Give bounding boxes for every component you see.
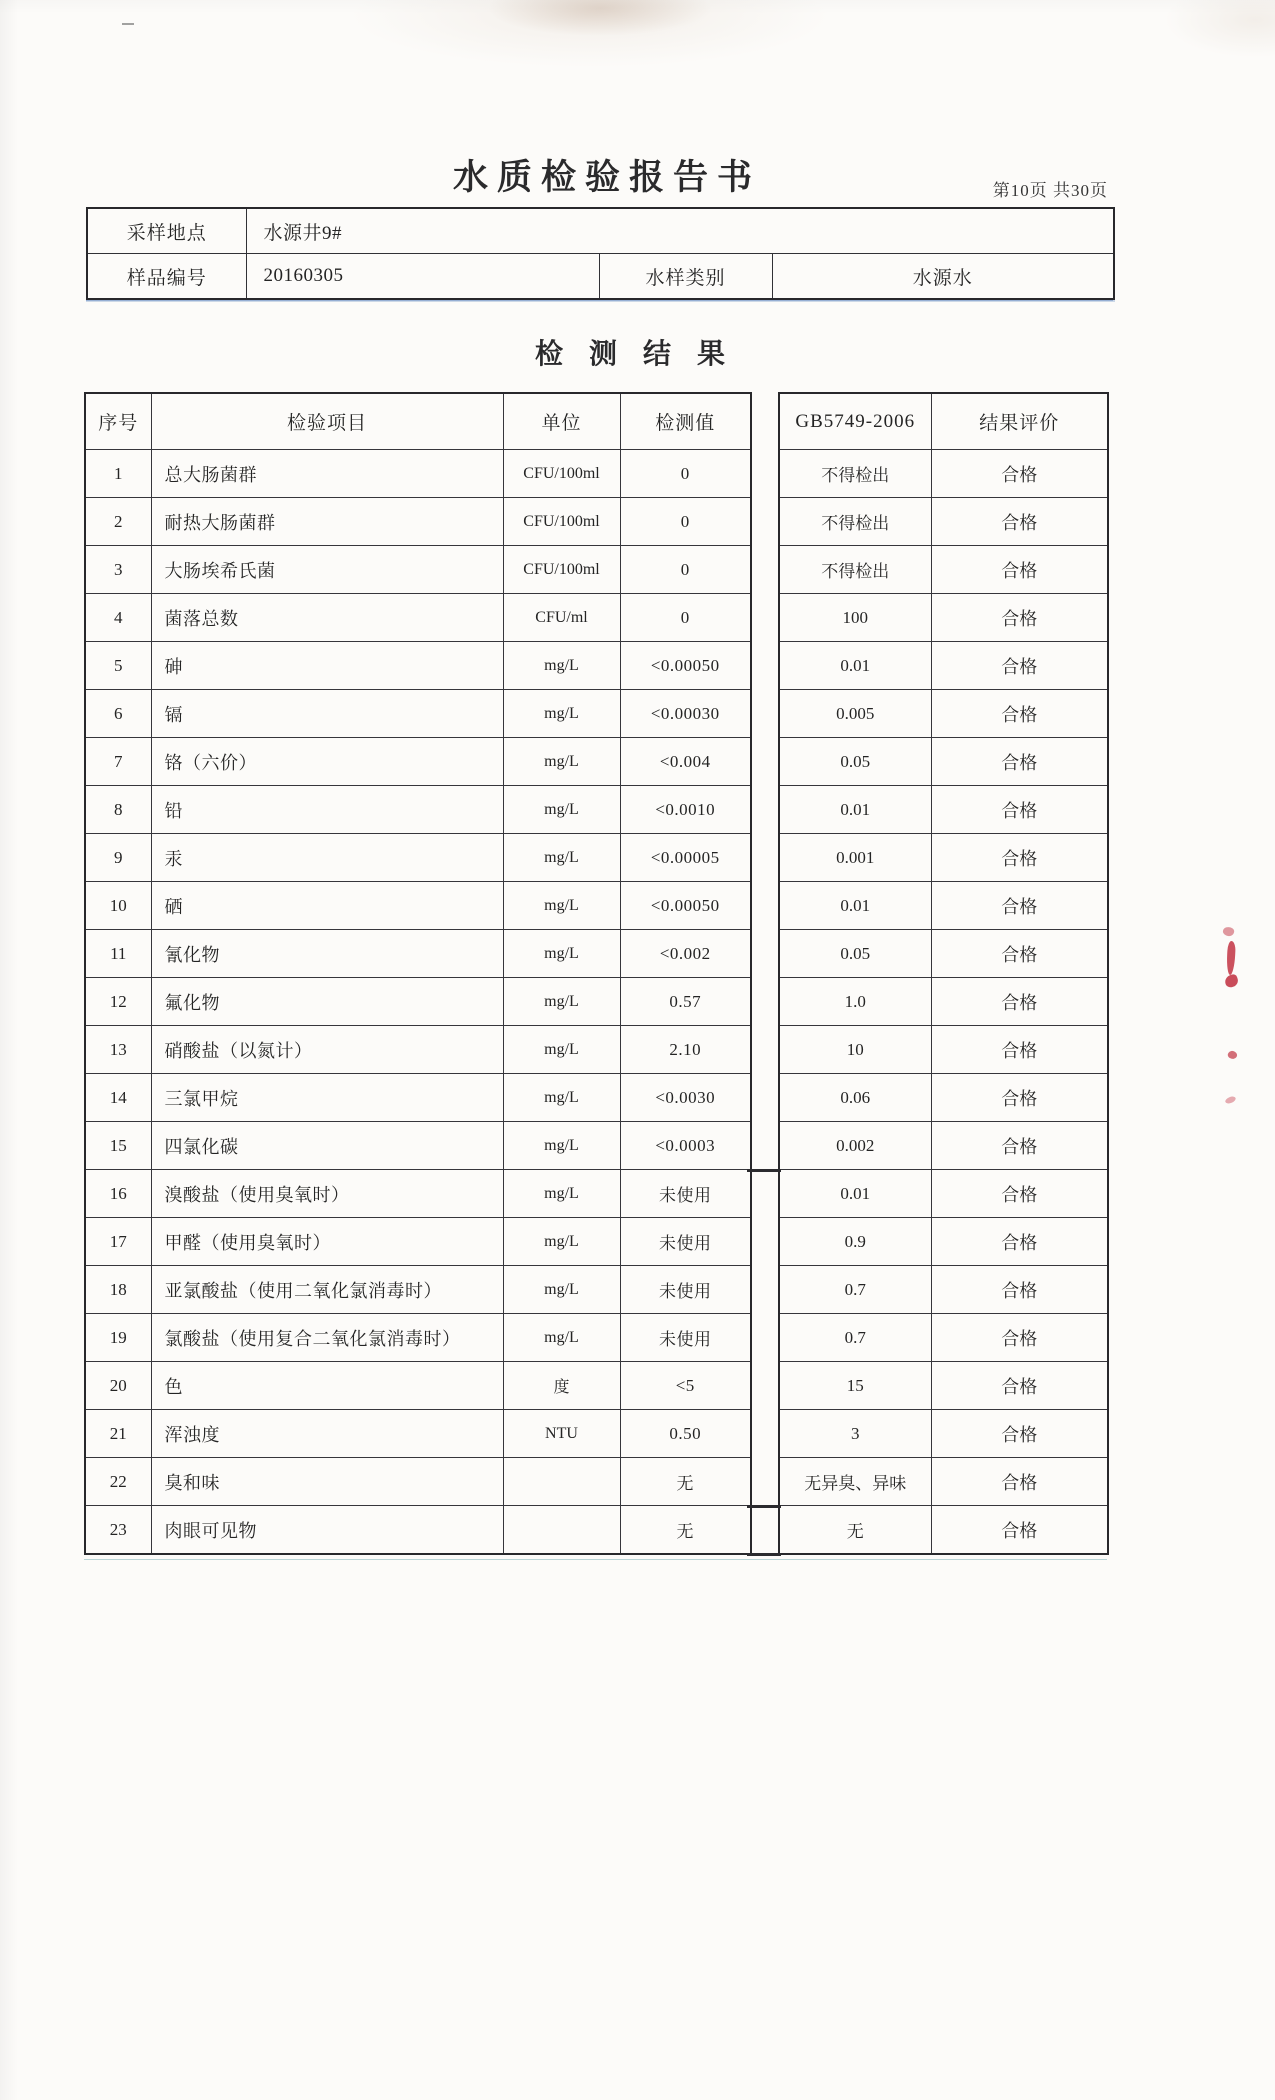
cell-value: <0.00005	[620, 834, 751, 882]
cell-value: 未使用	[620, 1314, 751, 1362]
cell-value: 2.10	[620, 1026, 751, 1074]
cell-unit: 度	[503, 1362, 620, 1410]
results-table-right	[778, 392, 1109, 1555]
table-gap-line	[747, 1505, 781, 1508]
cell-value: 未使用	[620, 1266, 751, 1314]
cell-item: 大肠埃希氏菌	[151, 546, 503, 594]
table-row	[779, 1506, 1108, 1555]
cell-item: 氰化物	[151, 930, 503, 978]
cell-standard: 0.01	[779, 786, 931, 834]
results-right-body	[779, 450, 1108, 1555]
table-row	[779, 1218, 1108, 1266]
cell-value: <0.0010	[620, 786, 751, 834]
cell-no: 22	[85, 1458, 151, 1506]
cell-item: 铅	[151, 786, 503, 834]
cell-unit: CFU/100ml	[503, 498, 620, 546]
cell-standard: 0.7	[779, 1266, 931, 1314]
cell-item: 镉	[151, 690, 503, 738]
column-header-evaluation: 结果评价	[931, 393, 1108, 450]
cell-no: 15	[85, 1122, 151, 1170]
scan-fringe-line	[84, 1559, 1107, 1560]
table-row	[87, 254, 1114, 300]
cell-unit: mg/L	[503, 1170, 620, 1218]
table-gap-line	[747, 1553, 781, 1556]
cell-item: 硒	[151, 882, 503, 930]
cell-unit: mg/L	[503, 1314, 620, 1362]
cell-unit: mg/L	[503, 1074, 620, 1122]
table-row	[85, 738, 751, 786]
table-row	[779, 450, 1108, 498]
cell-no: 20	[85, 1362, 151, 1410]
table-row	[779, 498, 1108, 546]
table-row	[779, 1170, 1108, 1218]
cell-standard: 0.01	[779, 882, 931, 930]
cell-value: <0.002	[620, 930, 751, 978]
column-header-value: 检测值	[620, 393, 751, 450]
cell-evaluation: 合格	[931, 930, 1108, 978]
cell-evaluation: 合格	[931, 1074, 1108, 1122]
table-row	[85, 1266, 751, 1314]
cell-evaluation: 合格	[931, 786, 1108, 834]
cell-value: 0	[620, 546, 751, 594]
cell-no: 13	[85, 1026, 151, 1074]
cell-item: 铬（六价）	[151, 738, 503, 786]
scan-fringe-line	[86, 300, 1113, 301]
table-row	[85, 1218, 751, 1266]
cell-unit: mg/L	[503, 642, 620, 690]
cell-value: <5	[620, 1362, 751, 1410]
section-title: 检测结果	[534, 339, 751, 370]
cell-unit: mg/L	[503, 690, 620, 738]
table-row	[779, 834, 1108, 882]
page-indicator: 第10页 共30页	[992, 181, 1108, 200]
table-header-row	[779, 393, 1108, 450]
column-header-unit: 单位	[503, 393, 620, 450]
pencil-mark	[122, 23, 134, 25]
cell-evaluation: 合格	[931, 642, 1108, 690]
cell-item: 汞	[151, 834, 503, 882]
cell-unit: mg/L	[503, 738, 620, 786]
cell-no: 23	[85, 1506, 151, 1555]
cell-unit: mg/L	[503, 834, 620, 882]
cell-evaluation: 合格	[931, 1266, 1108, 1314]
cell-evaluation: 合格	[931, 1122, 1108, 1170]
cell-standard: 0.01	[779, 642, 931, 690]
cell-value: <0.00030	[620, 690, 751, 738]
table-row	[85, 1026, 751, 1074]
cell-standard: 不得检出	[779, 498, 931, 546]
cell-unit: mg/L	[503, 1218, 620, 1266]
cell-evaluation: 合格	[931, 450, 1108, 498]
cell-value: 未使用	[620, 1170, 751, 1218]
table-row	[779, 1026, 1108, 1074]
cell-evaluation: 合格	[931, 1218, 1108, 1266]
cell-standard: 0.001	[779, 834, 931, 882]
cell-standard: 无	[779, 1506, 931, 1555]
table-row	[85, 1074, 751, 1122]
cell-standard: 1.0	[779, 978, 931, 1026]
sample-type-label: 水样类别	[599, 254, 772, 300]
table-row	[85, 642, 751, 690]
table-row	[779, 546, 1108, 594]
cell-evaluation: 合格	[931, 1410, 1108, 1458]
cell-value: 无	[620, 1458, 751, 1506]
cell-no: 2	[85, 498, 151, 546]
sample-info-table	[86, 207, 1115, 300]
cell-evaluation: 合格	[931, 738, 1108, 786]
cell-item: 色	[151, 1362, 503, 1410]
table-gap-line	[747, 1169, 781, 1172]
cell-no: 18	[85, 1266, 151, 1314]
cell-no: 12	[85, 978, 151, 1026]
cell-value: <0.0003	[620, 1122, 751, 1170]
cell-no: 8	[85, 786, 151, 834]
table-row	[779, 642, 1108, 690]
table-row	[85, 786, 751, 834]
cell-evaluation: 合格	[931, 1362, 1108, 1410]
cell-no: 4	[85, 594, 151, 642]
cell-standard: 3	[779, 1410, 931, 1458]
cell-standard: 0.9	[779, 1218, 931, 1266]
cell-standard: 0.01	[779, 1170, 931, 1218]
cell-no: 16	[85, 1170, 151, 1218]
table-row	[779, 882, 1108, 930]
table-row	[85, 882, 751, 930]
cell-standard: 10	[779, 1026, 931, 1074]
cell-item: 氯酸盐（使用复合二氧化氯消毒时）	[151, 1314, 503, 1362]
column-header-item: 检验项目	[151, 393, 503, 450]
cell-value: 无	[620, 1506, 751, 1555]
cell-unit: mg/L	[503, 930, 620, 978]
table-row	[85, 498, 751, 546]
table-row	[779, 930, 1108, 978]
cell-standard: 0.005	[779, 690, 931, 738]
cell-value: 未使用	[620, 1218, 751, 1266]
cell-item: 氟化物	[151, 978, 503, 1026]
cell-no: 19	[85, 1314, 151, 1362]
cell-no: 5	[85, 642, 151, 690]
cell-item: 总大肠菌群	[151, 450, 503, 498]
table-row	[85, 978, 751, 1026]
results-table-left	[84, 392, 752, 1555]
cell-evaluation: 合格	[931, 546, 1108, 594]
cell-unit: mg/L	[503, 1266, 620, 1314]
cell-item: 溴酸盐（使用臭氧时）	[151, 1170, 503, 1218]
table-row	[779, 690, 1108, 738]
table-row	[85, 1170, 751, 1218]
table-row	[779, 786, 1108, 834]
cell-unit	[503, 1458, 620, 1506]
cell-standard: 0.06	[779, 1074, 931, 1122]
cell-item: 菌落总数	[151, 594, 503, 642]
cell-no: 11	[85, 930, 151, 978]
table-row	[85, 1362, 751, 1410]
cell-evaluation: 合格	[931, 594, 1108, 642]
results-left-body	[85, 450, 751, 1555]
table-row	[85, 690, 751, 738]
cell-value: <0.0030	[620, 1074, 751, 1122]
cell-standard: 0.05	[779, 930, 931, 978]
cell-standard: 0.7	[779, 1314, 931, 1362]
cell-unit: NTU	[503, 1410, 620, 1458]
table-row	[779, 594, 1108, 642]
cell-value: 0	[620, 594, 751, 642]
cell-standard: 0.002	[779, 1122, 931, 1170]
cell-item: 硝酸盐（以氮计）	[151, 1026, 503, 1074]
cell-no: 3	[85, 546, 151, 594]
cell-evaluation: 合格	[931, 1458, 1108, 1506]
table-row	[85, 594, 751, 642]
cell-unit: CFU/ml	[503, 594, 620, 642]
cell-evaluation: 合格	[931, 834, 1108, 882]
sample-type-value: 水源水	[772, 254, 1114, 300]
cell-evaluation: 合格	[931, 1314, 1108, 1362]
cell-no: 7	[85, 738, 151, 786]
cell-evaluation: 合格	[931, 1506, 1108, 1555]
cell-no: 17	[85, 1218, 151, 1266]
red-ink-mark	[1224, 1095, 1236, 1105]
table-row	[779, 1122, 1108, 1170]
table-row	[85, 546, 751, 594]
cell-evaluation: 合格	[931, 978, 1108, 1026]
cell-value: 0.57	[620, 978, 751, 1026]
table-row	[85, 1314, 751, 1362]
table-row	[779, 1074, 1108, 1122]
red-ink-mark	[1226, 941, 1236, 975]
cell-standard: 100	[779, 594, 931, 642]
sampling-location-label: 采样地点	[87, 208, 246, 254]
cell-standard: 15	[779, 1362, 931, 1410]
cell-no: 9	[85, 834, 151, 882]
cell-no: 21	[85, 1410, 151, 1458]
red-ink-mark	[1223, 973, 1239, 988]
cell-standard: 无异臭、异味	[779, 1458, 931, 1506]
table-row	[85, 1410, 751, 1458]
column-header-no: 序号	[85, 393, 151, 450]
table-row	[779, 1362, 1108, 1410]
table-header-row	[85, 393, 751, 450]
table-row	[779, 738, 1108, 786]
sampling-location-value: 水源井9#	[246, 208, 1114, 254]
cell-item: 亚氯酸盐（使用二氧化氯消毒时）	[151, 1266, 503, 1314]
cell-value: <0.00050	[620, 882, 751, 930]
column-header-standard: GB5749-2006	[779, 393, 931, 450]
cell-item: 砷	[151, 642, 503, 690]
red-ink-mark	[1222, 925, 1235, 937]
cell-unit: mg/L	[503, 1026, 620, 1074]
cell-value: 0.50	[620, 1410, 751, 1458]
cell-evaluation: 合格	[931, 1026, 1108, 1074]
cell-no: 14	[85, 1074, 151, 1122]
cell-item: 四氯化碳	[151, 1122, 503, 1170]
red-ink-mark	[1227, 1049, 1239, 1061]
cell-standard: 不得检出	[779, 450, 931, 498]
cell-item: 肉眼可见物	[151, 1506, 503, 1555]
sample-number-label: 样品编号	[87, 254, 246, 300]
table-row	[85, 1458, 751, 1506]
cell-item: 三氯甲烷	[151, 1074, 503, 1122]
cell-unit: CFU/100ml	[503, 546, 620, 594]
cell-no: 6	[85, 690, 151, 738]
table-row	[85, 450, 751, 498]
table-row	[779, 1458, 1108, 1506]
cell-value: <0.00050	[620, 642, 751, 690]
cell-value: <0.004	[620, 738, 751, 786]
cell-unit: mg/L	[503, 882, 620, 930]
table-row	[85, 1506, 751, 1555]
table-row	[85, 930, 751, 978]
table-row	[87, 208, 1114, 254]
cell-unit: mg/L	[503, 786, 620, 834]
cell-evaluation: 合格	[931, 882, 1108, 930]
table-row	[779, 1410, 1108, 1458]
cell-standard: 不得检出	[779, 546, 931, 594]
cell-unit: CFU/100ml	[503, 450, 620, 498]
cell-unit: mg/L	[503, 1122, 620, 1170]
table-row	[85, 834, 751, 882]
cell-standard: 0.05	[779, 738, 931, 786]
cell-evaluation: 合格	[931, 498, 1108, 546]
cell-item: 浑浊度	[151, 1410, 503, 1458]
table-row	[779, 1266, 1108, 1314]
cell-evaluation: 合格	[931, 1170, 1108, 1218]
cell-unit: mg/L	[503, 978, 620, 1026]
sample-number-value: 20160305	[246, 254, 599, 300]
cell-item: 耐热大肠菌群	[151, 498, 503, 546]
cell-item: 甲醛（使用臭氧时）	[151, 1218, 503, 1266]
cell-no: 10	[85, 882, 151, 930]
cell-evaluation: 合格	[931, 690, 1108, 738]
cell-item: 臭和味	[151, 1458, 503, 1506]
cell-value: 0	[620, 450, 751, 498]
table-row	[85, 1122, 751, 1170]
table-row	[779, 1314, 1108, 1362]
cell-unit	[503, 1506, 620, 1555]
cell-no: 1	[85, 450, 151, 498]
table-row	[779, 978, 1108, 1026]
cell-value: 0	[620, 498, 751, 546]
report-title: 水质检验报告书	[452, 158, 761, 197]
